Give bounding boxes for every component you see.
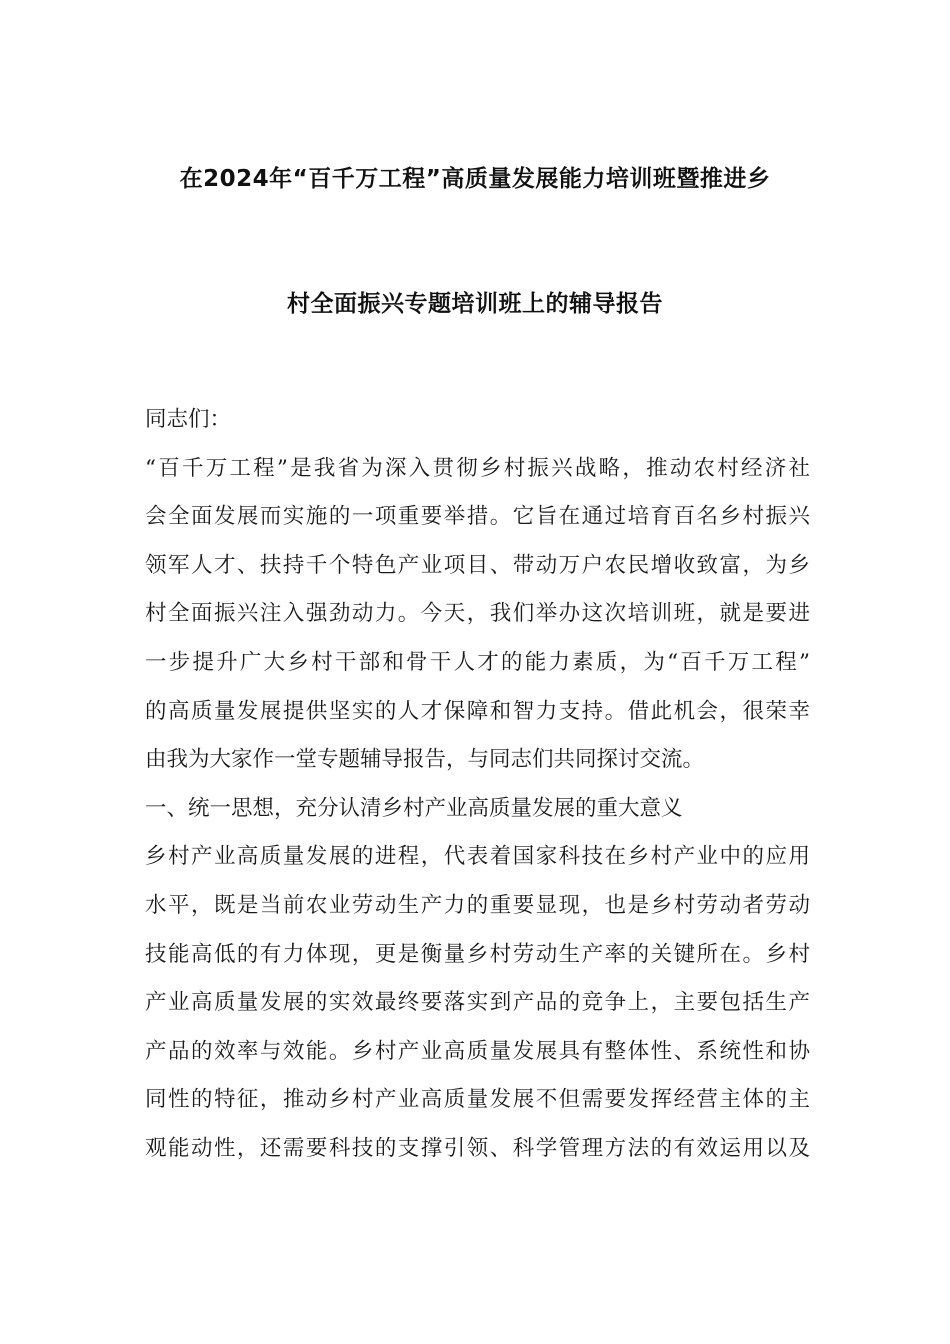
document-title-line-1: 在2024年“百千万工程”高质量发展能力培训班暨推进乡	[179, 166, 771, 192]
paragraph-line: 同性的特征，推动乡村产业高质量发展不但需要发挥经营主体的主	[145, 1087, 810, 1113]
salutation: 同志们：	[145, 407, 232, 432]
paragraph-line: “百千万工程”是我省为深入贯彻乡村振兴战略，推动农村经济社	[145, 455, 810, 481]
paragraph-line: 产业高质量发展的实效最终要落实到产品的竞争上，主要包括生产	[145, 990, 810, 1016]
paragraph-line: 水平，既是当前农业劳动生产力的重要显现，也是乡村劳动者劳动	[145, 892, 810, 918]
paragraph-line: 技能高低的有力体现，更是衡量乡村劳动生产率的关键所在。乡村	[145, 941, 810, 967]
paragraph-line: 村全面振兴注入强劲动力。今天，我们举办这次培训班，就是要进	[145, 601, 810, 627]
paragraph-line: 一步提升广大乡村干部和骨干人才的能力素质，为“百千万工程”	[145, 649, 810, 675]
paragraph-line: 的高质量发展提供坚实的人才保障和智力支持。借此机会，很荣幸	[145, 698, 810, 724]
document-body	[145, 396, 810, 1174]
paragraph-line: 由我为大家作一堂专题辅导报告，与同志们共同探讨交流。	[145, 747, 705, 773]
paragraph-line: 会全面发展而实施的一项重要举措。它旨在通过培育百名乡村振兴	[145, 504, 810, 530]
paragraph-line: 领军人才、扶持千个特色产业项目、带动万户农民增收致富，为乡	[145, 552, 810, 578]
document-title-line-2: 村全面振兴专题培训班上的辅导报告	[287, 291, 663, 317]
paragraph-line: 产品的效率与效能。乡村产业高质量发展具有整体性、系统性和协	[145, 1038, 810, 1064]
section-heading: 一、统一思想，充分认清乡村产业高质量发展的重大意义	[145, 795, 683, 821]
paragraph-line: 乡村产业高质量发展的进程，代表着国家科技在乡村产业中的应用	[145, 844, 810, 870]
paragraph-line: 观能动性，还需要科技的支撑引领、科学管理方法的有效运用以及	[145, 1135, 810, 1161]
